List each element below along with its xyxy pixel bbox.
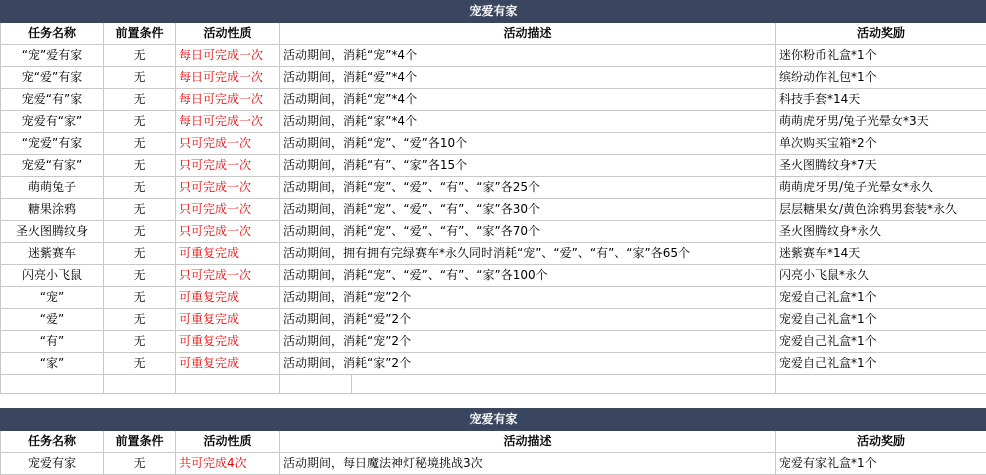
header-reward: 活动奖励 (776, 23, 986, 45)
reward-cell: 宠爱自己礼盒*1个 (776, 331, 986, 353)
table-row (1, 309, 986, 331)
description-cell: 活动期间，消耗“宠”、“爱”、“有”、“家”各25个 (280, 177, 776, 199)
reward-cell: 圣火图腾纹身*永久 (776, 221, 986, 243)
nature-cell: 可重复完成 (176, 287, 280, 309)
prereq-cell: 无 (104, 453, 176, 475)
header-task-name: 任务名称 (1, 23, 104, 45)
empty-cell (1, 375, 104, 394)
empty-cell (176, 375, 280, 394)
nature-cell: 共可完成4次 (176, 453, 280, 475)
nature-cell: 只可完成一次 (176, 155, 280, 177)
description-cell: 活动期间，消耗“有”、“家”各15个 (280, 155, 776, 177)
empty-cell (280, 375, 352, 394)
reward-cell: 迷你粉币礼盒*1个 (776, 45, 986, 67)
reward-cell: 单次购买宝箱*2个 (776, 133, 986, 155)
reward-cell: 宠爱自己礼盒*1个 (776, 309, 986, 331)
prereq-cell: 无 (104, 287, 176, 309)
description-cell: 活动期间，每日魔法神灯秘境挑战3次 (280, 453, 776, 475)
nature-cell: 只可完成一次 (176, 177, 280, 199)
nature-cell: 可重复完成 (176, 309, 280, 331)
table-title-row (1, 1, 986, 23)
reward-cell: 宠爱自己礼盒*1个 (776, 287, 986, 309)
table-row (1, 287, 986, 309)
header-reward: 活动奖励 (776, 431, 986, 453)
nature-cell: 可重复完成 (176, 243, 280, 265)
nature-cell: 每日可完成一次 (176, 111, 280, 133)
table-row (1, 331, 986, 353)
prereq-cell: 无 (104, 177, 176, 199)
task-name-cell: 宠爱“有”家 (1, 89, 104, 111)
prereq-cell: 无 (104, 221, 176, 243)
description-cell: 活动期间，消耗“宠”*4个 (280, 45, 776, 67)
table-row (1, 89, 986, 111)
empty-cell (352, 375, 776, 394)
nature-cell: 可重复完成 (176, 353, 280, 375)
header-prereq: 前置条件 (104, 431, 176, 453)
nature-cell: 每日可完成一次 (176, 67, 280, 89)
table-row (1, 221, 986, 243)
reward-cell: 萌萌虎牙男/兔子光晕女*永久 (776, 177, 986, 199)
header-description: 活动描述 (280, 23, 776, 45)
reward-cell: 迷紫赛车*14天 (776, 243, 986, 265)
prereq-cell: 无 (104, 309, 176, 331)
prereq-cell: 无 (104, 243, 176, 265)
task-name-cell: “宠”爱有家 (1, 45, 104, 67)
description-cell: 活动期间，消耗“爱”2个 (280, 309, 776, 331)
task-name-cell: 宠“爱”有家 (1, 67, 104, 89)
prereq-cell: 无 (104, 331, 176, 353)
table-row (1, 45, 986, 67)
prereq-cell: 无 (104, 133, 176, 155)
task-name-cell: 糖果涂鸦 (1, 199, 104, 221)
nature-cell: 每日可完成一次 (176, 89, 280, 111)
gap (0, 394, 986, 408)
task-name-cell: 宠爱“有家” (1, 155, 104, 177)
prereq-cell: 无 (104, 67, 176, 89)
reward-cell: 层层糖果女/黄色涂鸦男套装*永久 (776, 199, 986, 221)
table-row (1, 177, 986, 199)
table-title: 宠爱有家 (1, 409, 986, 431)
task-name-cell: 宠爱有“家” (1, 111, 104, 133)
nature-cell: 只可完成一次 (176, 133, 280, 155)
task-name-cell: “宠爱”有家 (1, 133, 104, 155)
nature-cell: 可重复完成 (176, 331, 280, 353)
header-description: 活动描述 (280, 431, 776, 453)
description-cell: 活动期间，消耗“爱”*4个 (280, 67, 776, 89)
nature-cell: 只可完成一次 (176, 199, 280, 221)
table-row (1, 111, 986, 133)
header-nature: 活动性质 (176, 23, 280, 45)
header-nature: 活动性质 (176, 431, 280, 453)
empty-cell (776, 375, 986, 394)
prereq-cell: 无 (104, 45, 176, 67)
table-row (1, 453, 986, 475)
table-row (1, 353, 986, 375)
table-row (1, 199, 986, 221)
task-name-cell: 闪亮小飞鼠 (1, 265, 104, 287)
prereq-cell: 无 (104, 155, 176, 177)
nature-cell: 只可完成一次 (176, 265, 280, 287)
header-prereq: 前置条件 (104, 23, 176, 45)
reward-cell: 闪亮小飞鼠*永久 (776, 265, 986, 287)
reward-cell: 科技手套*14天 (776, 89, 986, 111)
prereq-cell: 无 (104, 89, 176, 111)
reward-cell: 宠爱有家礼盒*1个 (776, 453, 986, 475)
task-name-cell: 宠爱有家 (1, 453, 104, 475)
table-title: 宠爱有家 (1, 1, 986, 23)
description-cell: 活动期间，消耗“家”*4个 (280, 111, 776, 133)
task-name-cell: 迷紫赛车 (1, 243, 104, 265)
activity-table-2 (0, 408, 986, 475)
empty-cell (104, 375, 176, 394)
task-name-cell: “家” (1, 353, 104, 375)
header-row (1, 23, 986, 45)
task-name-cell: 萌萌兔子 (1, 177, 104, 199)
table-row (1, 67, 986, 89)
table-title-row (1, 409, 986, 431)
table-body (1, 453, 986, 475)
description-cell: 活动期间，拥有拥有完绿赛车*永久同时消耗“宠”、“爱”、“有”、“家”各65个 (280, 243, 776, 265)
description-cell: 活动期间，消耗“宠”2个 (280, 331, 776, 353)
task-name-cell: “宠” (1, 287, 104, 309)
empty-row (1, 375, 986, 394)
reward-cell: 缤纷动作礼包*1个 (776, 67, 986, 89)
task-name-cell: “爱” (1, 309, 104, 331)
header-row (1, 431, 986, 453)
table-row (1, 133, 986, 155)
table-row (1, 265, 986, 287)
description-cell: 活动期间，消耗“宠”、“爱”、“有”、“家”各100个 (280, 265, 776, 287)
task-name-cell: “有” (1, 331, 104, 353)
description-cell: 活动期间，消耗“宠”*4个 (280, 89, 776, 111)
prereq-cell: 无 (104, 111, 176, 133)
prereq-cell: 无 (104, 199, 176, 221)
table-body (1, 45, 986, 375)
reward-cell: 宠爱自己礼盒*1个 (776, 353, 986, 375)
table-row (1, 243, 986, 265)
description-cell: 活动期间，消耗“宠”、“爱”各10个 (280, 133, 776, 155)
header-task-name: 任务名称 (1, 431, 104, 453)
description-cell: 活动期间，消耗“宠”、“爱”、“有”、“家”各70个 (280, 221, 776, 243)
nature-cell: 每日可完成一次 (176, 45, 280, 67)
description-cell: 活动期间，消耗“宠”2个 (280, 287, 776, 309)
description-cell: 活动期间，消耗“宠”、“爱”、“有”、“家”各30个 (280, 199, 776, 221)
prereq-cell: 无 (104, 353, 176, 375)
description-cell: 活动期间，消耗“家”2个 (280, 353, 776, 375)
table-row (1, 155, 986, 177)
reward-cell: 萌萌虎牙男/兔子光晕女*3天 (776, 111, 986, 133)
prereq-cell: 无 (104, 265, 176, 287)
task-name-cell: 圣火图腾纹身 (1, 221, 104, 243)
reward-cell: 圣火图腾纹身*7天 (776, 155, 986, 177)
nature-cell: 只可完成一次 (176, 221, 280, 243)
